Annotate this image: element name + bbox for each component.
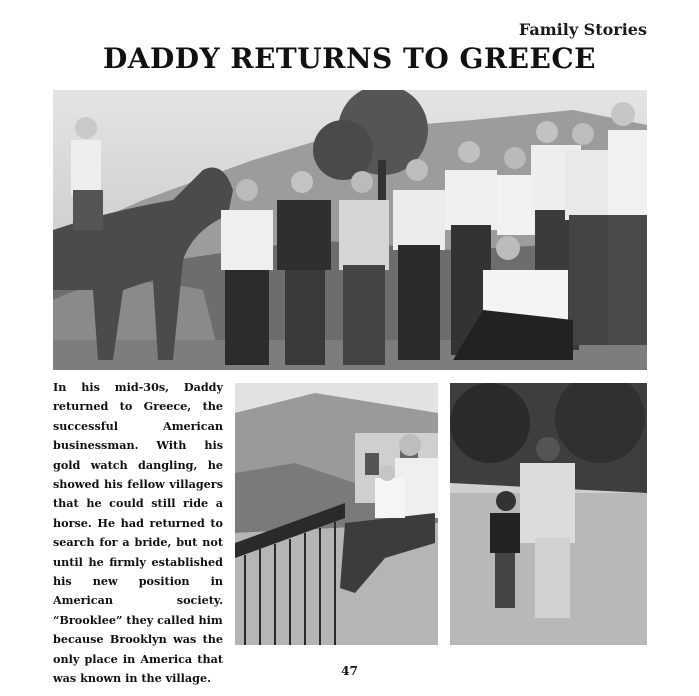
porch-photo: [235, 383, 438, 645]
section-label: Family Stories: [518, 20, 647, 39]
page-title: DADDY RETURNS TO GREECE: [103, 42, 596, 75]
page-number: 47: [341, 664, 358, 678]
body-paragraph-2: because Brooklyn was the only place in America that was known in the village.: [53, 632, 223, 686]
group-photo-horse: [53, 90, 647, 370]
body-text: [53, 378, 223, 689]
body-paragraph-1: In his mid-30s, Daddy returned to Greece, the successful American businessman. With his gold watch dangling, he showed his fellow villagers that he could still ride a horse. He had returned to search for a bride, but not until he firmly established his new position in American society. “Brooklee” they called him: [53, 380, 223, 627]
man-child-photo: [450, 383, 647, 645]
